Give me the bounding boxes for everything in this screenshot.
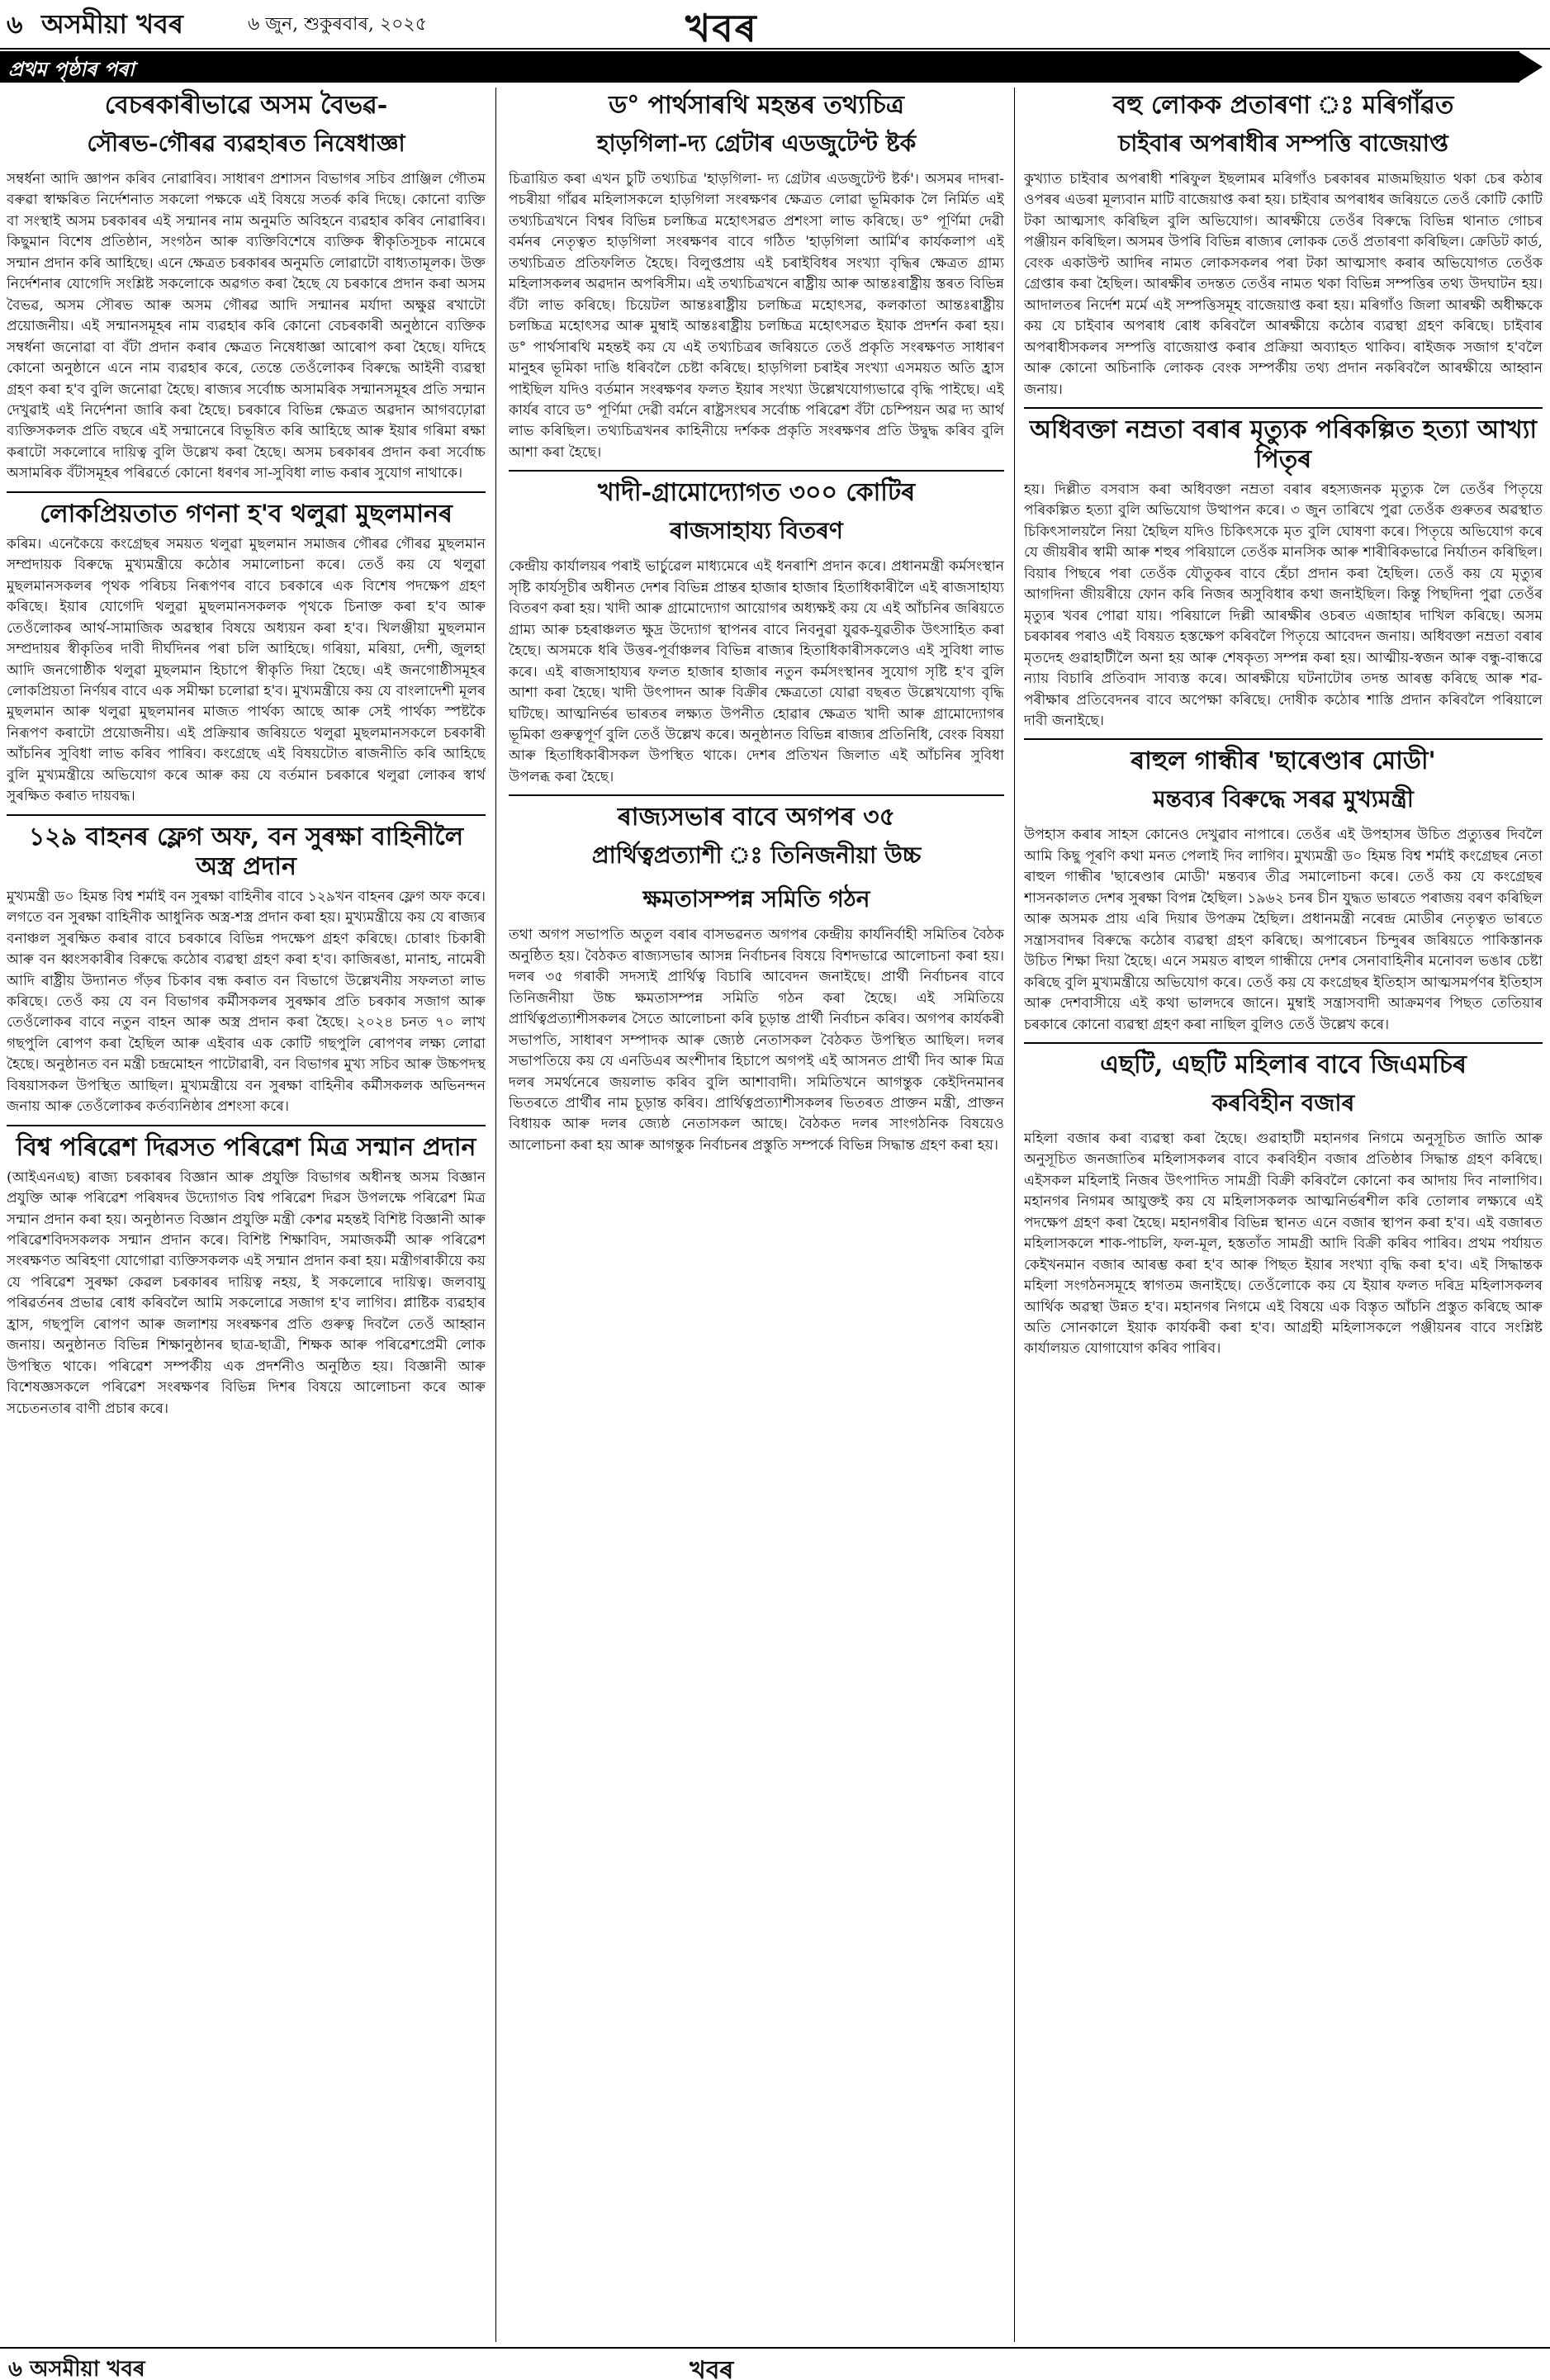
- footer-brand: ৬ অসমীয়া খবৰ: [8, 2357, 145, 2380]
- article-headline-2[interactable]: মন্তব্যৰ বিৰুদ্ধে সৰৱ মুখ্যমন্ত্ৰী: [1153, 785, 1414, 813]
- article-body: হয়। দিল্লীত বসবাস কৰা অধিবক্তা নম্ৰতা বৰাৰ ৰহস্যজনক মৃত্যুক লৈ তেওঁৰ পিতৃয়ে পৰিকল্পিত হত্যা বুলি অভিযোগ উত্থাপন কৰে। ৩ জুন তাৰিখে পুৱা তেওঁক গুৰুতৰ অৱস্থাত চিকিৎসালয়লৈ নিয়া হৈছিল যদিও চিকিৎসকে মৃত বুলি ঘোষণা কৰে। পিতৃয়ে অভিযোগ কৰে যে জীয়ৰীৰ স্বামী আৰু শহুৰ পৰিয়ালে তেওঁক মানসিক আৰু শাৰীৰিকভাৱে নিৰ্যাতন কৰিছিল। বিয়াৰ পিছৰে পৰা তেওঁক যৌতুকৰ বাবে হেঁচা প্ৰদান কৰা হৈছিল। তেওঁ কয় যে মৃত্যুৰ আগদিনা জীয়ৰীয়ে ফোন কৰি নিজৰ অসুবিধাৰ কথা জনাইছিল। কিন্তু পিছদিনা পুৱা তেওঁৰ মৃত্যুৰ খবৰ পোৱা যায়। পৰিয়ালে দিল্লী আৰক্ষীৰ ওচৰত এজাহাৰ দাখিল কৰিছে। অসম চৰকাৰৰ পৰাও এই বিষয়ত হস্তক্ষেপ কৰিবলৈ পিতৃয়ে আবেদন জনায়। অধিবক্তা নম্ৰতা বৰাৰ মৃতদেহ গুৱাহাটীলৈ অনা হয় আৰু শেষকৃত্য সম্পন্ন কৰা হয়। আত্মীয়-স্বজন আৰু বন্ধু-বান্ধৱে ন্যায় বিচাৰি প্ৰতিবাদ সাব্যস্ত কৰে। আৰক্ষীয়ে ঘটনাটোৰ তদন্ত আৰম্ভ কৰিছে আৰু শৱ-পৰীক্ষাৰ প্ৰতিবেদনৰ বাবে অপেক্ষা কৰিছে। দোষীক কঠোৰ শাস্তি প্ৰদান কৰিবলৈ পৰিয়ালে দাবী জনাইছে।: [1024, 481, 1543, 729]
- article-headline[interactable]: অধিবক্তা নম্ৰতা বৰাৰ মৃত্যুক পৰিকল্পিত হত্যা আখ্যা পিতৃৰ: [1029, 415, 1538, 474]
- issue-date: ৬ জুন, শুকুৰবাৰ, ২০২৫: [248, 14, 428, 35]
- column-divider: [495, 88, 496, 2342]
- article-body: (আইএনএছ) ৰাজ্য চৰকাৰৰ বিজ্ঞান আৰু প্ৰযুক্তি বিভাগৰ অধীনস্থ অসম বিজ্ঞান প্ৰযুক্তি আৰু পৰিৱেশ পৰিষদৰ উদ্যোগত বিশ্ব পৰিৱেশ দিৱস উপলক্ষে পৰিৱেশ মিত্ৰ সন্মান প্ৰদান কৰা হয়। অনুষ্ঠানত বিজ্ঞান প্ৰযুক্তি মন্ত্ৰী কেশৱ মহন্তই বিশিষ্ট বিজ্ঞানী আৰু পৰিৱেশবিদসকলক সন্মান প্ৰদান কৰে। বিশিষ্ট শিক্ষাবিদ, সমাজকৰ্মী আৰু পৰিৱেশ সংৰক্ষণত অৰিহণা যোগোৱা ব্যক্তিসকলক এই সন্মান প্ৰদান কৰা হয়। মন্ত্ৰীগৰাকীয়ে কয় যে পৰিৱেশ সুৰক্ষা কেৱল চৰকাৰৰ দায়িত্ব নহয়, ই সকলোৰে দায়িত্ব। জলবায়ু পৰিৱৰ্তনৰ প্ৰভাৱ ৰোধ কৰিবলৈ আমি সকলোৱে সজাগ হ'ব লাগিব। প্লাষ্টিক ব্যৱহাৰ হ্ৰাস, গছপুলি ৰোপণ আৰু জলাশয় সংৰক্ষণৰ প্ৰতি গুৰুত্ব দিবলৈ তেওঁ আহ্বান জনায়। অনুষ্ঠানত বিভিন্ন শিক্ষানুষ্ঠানৰ ছাত্ৰ-ছাত্ৰী, শিক্ষক আৰু পৰিৱেশপ্ৰেমী লোক উপস্থিত থাকে। পৰিৱেশ সম্পৰ্কীয় এক প্ৰদৰ্শনীও অনুষ্ঠিত হয়। বিজ্ঞানী আৰু বিশেষজ্ঞসকলে পৰিৱেশ সংৰক্ষণৰ বিভিন্ন দিশৰ বিষয়ে আলোচনা কৰে আৰু সচেতনতাৰ বাণী প্ৰচাৰ কৰে।: [7, 1169, 486, 1417]
- divider: [1024, 1042, 1543, 1044]
- section-bar-label: প্ৰথম পৃষ্ঠাৰ পৰা: [8, 57, 135, 81]
- article-headline[interactable]: খাদী-গ্ৰামোদ্যোগত ৩০০ কোটিৰ: [597, 478, 916, 508]
- article-headline[interactable]: ১২৯ বাহনৰ ফ্লেগ অফ, বন সুৰক্ষা বাহিনীলৈ অস্ত্ৰ প্ৰদান: [28, 822, 464, 881]
- divider: [509, 794, 1004, 796]
- article-headline[interactable]: ৰাহুল গান্ধীৰ 'ছাৰেণ্ডাৰ মোডী': [1131, 747, 1436, 776]
- article-headline-2[interactable]: সৌৰভ-গৌৰৱ ব্যৱহাৰত নিষেধাজ্ঞা: [87, 130, 405, 157]
- article-headline[interactable]: বেচৰকাৰীভাৱে অসম বৈভৱ-: [104, 91, 388, 120]
- divider: [7, 814, 486, 816]
- section-bar-fill: [0, 51, 1519, 83]
- column-left: [7, 88, 486, 2342]
- column-divider: [1014, 88, 1015, 2342]
- article-headline-2[interactable]: হাড়গিলা-দ্য গ্ৰেটাৰ এডজুটেণ্ট ষ্টৰ্ক: [596, 130, 917, 157]
- article-body: উপহাস কৰাৰ সাহস কোনেও দেখুৱাব নাপাৰে। তেওঁৰ এই উপহাসৰ উচিত প্ৰত্যুত্তৰ দিবলৈ আমি কিছু পূৰণি কথা মনত পেলাই দিব লাগিব। মুখ্যমন্ত্ৰী ড০ হিমন্ত বিশ্ব শৰ্মাই কংগ্ৰেছৰ নেতা ৰাহুল গান্ধীৰ 'ছাৰেণ্ডাৰ মোডী' মন্তব্যৰ তীব্ৰ সমালোচনা কৰে। তেওঁ কয় যে কংগ্ৰেছৰ শাসনকালত দেশৰ সুৰক্ষা বিপন্ন হৈছিল। ১৯৬২ চনৰ চীন যুদ্ধত ভাৰতে পৰাজয় বৰণ কৰিছিল আৰু অসমক প্ৰায় এৰি দিয়াৰ উপক্ৰম হৈছিল। প্ৰধানমন্ত্ৰী নৰেন্দ্ৰ মোডীৰ নেতৃত্বত ভাৰতে সন্ত্ৰাসবাদৰ বিৰুদ্ধে কঠোৰ ব্যৱস্থা গ্ৰহণ কৰিছে। অপাৰেচন চিন্দুৰৰ জৰিয়তে পাকিস্তানক উচিত শিক্ষা দিয়া হৈছে। এনে সময়ত ৰাহুল গান্ধীয়ে দেশৰ সেনাবাহিনীৰ মনোবল ভঙাৰ চেষ্টা কৰিছে বুলি মুখ্যমন্ত্ৰীয়ে অভিযোগ কৰে। তেওঁ কয় যে কংগ্ৰেছৰ ইতিহাস আত্মসমৰ্পণৰ ইতিহাস আৰু দেশবাসীয়ে এই কথা ভালদৰে জানে। মুম্বাই সন্ত্ৰাসবাদী আক্ৰমণৰ পিছত তেতিয়াৰ চৰকাৰে কোনো ব্যৱস্থা গ্ৰহণ কৰা নাছিল বুলিও তেওঁ উল্লেখ কৰে।: [1024, 827, 1543, 1033]
- article-headline-2[interactable]: কৰবিহীন বজাৰ: [1211, 1088, 1355, 1117]
- article-headline[interactable]: ড° পাৰ্থসাৰথি মহন্তৰ তথ্যচিত্ৰ: [609, 91, 904, 120]
- article-headline[interactable]: ৰাজ্যসভাৰ বাবে অগপৰ ৩৫: [617, 803, 896, 832]
- article-headline-2[interactable]: প্ৰাৰ্থিত্বপ্ৰত্যাশী ঃ তিনিজনীয়া উচ্চ: [591, 842, 922, 870]
- column-right: [1024, 88, 1543, 2342]
- article-headline-3[interactable]: ক্ষমতাসম্পন্ন সমিতি গঠন: [642, 885, 870, 913]
- divider: [1024, 407, 1543, 409]
- divider: [509, 470, 1004, 472]
- article-body: তথা অগপ সভাপতি অতুল বৰাৰ বাসভৱনত অগপৰ কেন্দ্ৰীয় কাৰ্যনিৰ্বাহী সমিতিৰ বৈঠক অনুষ্ঠিত হয়। বৈঠকত ৰাজ্যসভাৰ আসন্ন নিৰ্বাচনৰ বিষয়ে বিশদভাৱে আলোচনা কৰা হয়। দলৰ ৩৫ গৰাকী সদস্যই প্ৰাৰ্থিত্ব বিচাৰি আবেদন জনাইছে। প্ৰাৰ্থী নিৰ্বাচনৰ বাবে তিনিজনীয়া উচ্চ ক্ষমতাসম্পন্ন সমিতি গঠন কৰা হৈছে। এই সমিতিয়ে প্ৰাৰ্থিত্বপ্ৰত্যাশীসকলৰ সৈতে আলোচনা কৰি চূড়ান্ত প্ৰাৰ্থী নিৰ্বাচন কৰিব। অগপৰ কাৰ্যকৰী সভাপতি, সাধাৰণ সম্পাদক আৰু জ্যেষ্ঠ নেতাসকল বৈঠকত উপস্থিত আছিল। দলৰ সভাপতিয়ে কয় যে এনডিএৰ অংশীদাৰ হিচাপে অগপই এই আসনত প্ৰাৰ্থী দিব আৰু মিত্ৰ দলৰ সমৰ্থনেৰে জয়লাভ কৰিব বুলি আশাবাদী। সমিতিখনে আগন্তুক কেইদিনমানৰ ভিতৰতে প্ৰাৰ্থীৰ নাম চূড়ান্ত কৰিব। প্ৰাৰ্থিত্বপ্ৰত্যাশীসকলৰ ভিতৰত প্ৰাক্তন মন্ত্ৰী, প্ৰাক্তন বিধায়ক আৰু দলৰ জ্যেষ্ঠ নেতাসকল আছে। বৈঠকত দলৰ সাংগঠনিক বিষয়েও আলোচনা কৰা হয় আৰু আগন্তুক নিৰ্বাচনৰ প্ৰস্তুতি সম্পৰ্কে বিভিন্ন সিদ্ধান্ত গ্ৰহণ কৰা হয়।: [509, 927, 1004, 1154]
- section-bar: [0, 51, 1550, 83]
- masthead: [0, 0, 1550, 50]
- page-footer: [0, 2347, 1550, 2380]
- article-body: সম্বৰ্ধনা আদি জ্ঞাপন কৰিব নোৱাৰিব। সাধাৰণ প্ৰশাসন বিভাগৰ সচিব প্ৰাঞ্জিল গৌতম বৰুৱা স্বাক্ষৰিত নিৰ্দেশনাত সকলো পক্ষকে এই বিষয়ে সতৰ্ক কৰি দিছে। কোনো ব্যক্তি বা সংস্থাই অসম চৰকাৰৰ এই সন্মানৰ নাম অনুমতি অবিহনে ব্যৱহাৰ কৰিব নোৱাৰিব। কিছুমান বিশেষ প্ৰতিষ্ঠান, সংগঠন আৰু ব্যক্তিবিশেষে ব্যক্তিক স্বীকৃতিসূচক নামেৰে সন্মান প্ৰদান কৰি আহিছে। এনে ক্ষেত্ৰত চৰকাৰৰ অনুমতি লোৱাটো বাধ্যতামূলক। উক্ত নিৰ্দেশনাৰ যোগেদি সংশ্লিষ্ট সকলোকে অৱগত কৰা হৈছে যে চৰকাৰে প্ৰদান কৰা অসম বৈভৱ, অসম সৌৰভ আৰু অসম গৌৰৱ আদি সন্মানৰ মৰ্যাদা অক্ষুণ্ণ ৰখাটো প্ৰয়োজনীয়। এই সন্মানসমূহৰ নাম ব্যৱহাৰ কৰি কোনো বেচৰকাৰী অনুষ্ঠানে ব্যক্তিক সম্বৰ্ধনা জনোৱা বা বঁটা প্ৰদান কৰাৰ ক্ষেত্ৰত নিষেধাজ্ঞা আৰোপ কৰা হৈছে। যদিহে কোনো অনুষ্ঠানে এনে নাম ব্যৱহাৰ কৰে, তেন্তে তেওঁলোকৰ বিৰুদ্ধে আইনী ব্যৱস্থা গ্ৰহণ কৰা হ'ব বুলি জনোৱা হৈছে। ৰাজ্যৰ সৰ্বোচ্চ অসামৰিক সন্মানসমূহৰ প্ৰতি সন্মান দেখুৱাই এই নিৰ্দেশনা জাৰি কৰা হৈছে। চৰকাৰে বিভিন্ন ক্ষেত্ৰত অৱদান আগবঢ়োৱা ব্যক্তিসকলক প্ৰতি বছৰে এই সন্মানেৰে বিভূষিত কৰি আহিছে আৰু ইয়াৰ গৰিমা ৰক্ষা কৰাটো সকলোৰে দায়িত্ব বুলি উল্লেখ কৰা হৈছে। অসম চৰকাৰৰ প্ৰদান কৰা সৰ্বোচ্চ অসামৰিক বঁটাসমূহৰ পৰিৱৰ্তে কোনো ধৰণৰ সা-সুবিধা লাভ কৰাৰ সুযোগ নাথাকে।: [7, 171, 486, 482]
- article-headline[interactable]: বিশ্ব পৰিৱেশ দিৱসত পৰিৱেশ মিত্ৰ সন্মান প্ৰদান: [16, 1132, 476, 1162]
- page-number: ৬: [7, 11, 23, 40]
- article-body: কুখ্যাত চাইবাৰ অপৰাধী শৰিফুল ইছলামৰ মৰিগাঁও চৰকাৰৰ মাজমছিয়াত থকা চেৰ কঠাৰ ওপৰৰ এডৰা মূল্যবান মাটি বাজেয়াপ্ত কৰা হয়। চাইবাৰ অপৰাধৰ জৰিয়তে তেওঁ কোটি কোটি টকা আত্মসাৎ কৰিছিল বুলি অভিযোগ। আৰক্ষীয়ে তেওঁৰ বিৰুদ্ধে বিভিন্ন থানাত গোচৰ পঞ্জীয়ন কৰিছিল। অসমৰ উপৰি বিভিন্ন ৰাজ্যৰ লোকক তেওঁ প্ৰতাৰণা কৰিছিল। ক্ৰেডিট কাৰ্ড, বেংক একাউণ্ট আদিৰ নামত লোকসকলৰ পৰা টকা আত্মসাৎ কৰাৰ অভিযোগত তেওঁক গ্ৰেপ্তাৰ কৰা হৈছিল। আৰক্ষীৰ তদন্তত তেওঁৰ নামত থকা বিভিন্ন সম্পত্তিৰ তথ্য উদঘাটন হয়। আদালতৰ নিৰ্দেশ মৰ্মে এই সম্পত্তিসমূহ বাজেয়াপ্ত কৰা হয়। মৰিগাঁও জিলা আৰক্ষী অধীক্ষকে কয় যে চাইবাৰ অপৰাধ ৰোধ কৰিবলৈ আৰক্ষীয়ে কঠোৰ ব্যৱস্থা গ্ৰহণ কৰিছে। চাইবাৰ অপৰাধীসকলৰ সম্পত্তি বাজেয়াপ্ত কৰাৰ প্ৰক্ৰিয়া অব্যাহত থাকিব। ৰাইজক সজাগ হ'বলৈ আৰু কোনো অচিনাকি লোকক বেংক সম্পৰ্কীয় তথ্য প্ৰদান নকৰিবলৈ আৰক্ষীয়ে আহ্বান জনায়।: [1024, 171, 1543, 398]
- footer-center: খবৰ: [690, 2356, 734, 2380]
- divider: [7, 491, 486, 493]
- divider: [7, 1125, 486, 1126]
- article-body: চিত্ৰায়িত কৰা এখন চুটি তথ্যচিত্ৰ 'হাড়গিলা- দ্য গ্ৰেটাৰ এডজুটেণ্ট ষ্টৰ্ক'। অসমৰ দাদৰা-পচৰীয়া গাঁৱৰ মহিলাসকলে হাড়গিলা সংৰক্ষণৰ ক্ষেত্ৰত লোৱা ভূমিকাক লৈ নিৰ্মিত এই তথ্যচিত্ৰখনে বিশ্বৰ বিভিন্ন চলচ্চিত্ৰ মহোৎসৱত প্ৰশংসা লাভ কৰিছে। ড° পূৰ্ণিমা দেৱী বৰ্মনৰ নেতৃত্বত হাড়গিলা সংৰক্ষণৰ বাবে গঠিত 'হাড়গিলা আৰ্মি'ৰ কাৰ্যকলাপ এই তথ্যচিত্ৰত প্ৰতিফলিত হৈছে। বিলুপ্তপ্ৰায় এই চৰাইবিধৰ সংখ্যা বৃদ্ধিৰ ক্ষেত্ৰত গ্ৰাম্য মহিলাসকলৰ অৱদান অপৰিসীম। এই তথ্যচিত্ৰখনে ৰাষ্ট্ৰীয় আৰু আন্তঃৰাষ্ট্ৰীয় স্তৰত বিভিন্ন বঁটা লাভ কৰিছে। চিয়েটল আন্তঃৰাষ্ট্ৰীয় চলচ্চিত্ৰ মহোৎসৱ, কলকাতা আন্তঃৰাষ্ট্ৰীয় চলচ্চিত্ৰ মহোৎসৱ আৰু মুম্বাই আন্তঃৰাষ্ট্ৰীয় চলচ্চিত্ৰ মহোৎসৱত ইয়াক প্ৰদৰ্শন কৰা হয়। ড° পাৰ্থসাৰথি মহন্তই কয় যে এই তথ্যচিত্ৰৰ জৰিয়তে তেওঁ প্ৰকৃতি সংৰক্ষণত সাধাৰণ মানুহৰ ভূমিকা দাঙি ধৰিবলৈ চেষ্টা কৰিছে। হাড়গিলা চৰাইৰ সংখ্যা এসময়ত অতি হ্ৰাস পাইছিল যদিও বৰ্তমান সংৰক্ষণৰ ফলত ইয়াৰ সংখ্যা উল্লেখযোগ্যভাৱে বৃদ্ধি পাইছে। এই কাৰ্যৰ বাবে ড° পূৰ্ণিমা দেৱী বৰ্মনে ৰাষ্ট্ৰসংঘৰ সৰ্বোচ্চ পৰিৱেশ বঁটা চেম্পিয়ন অৱ দ্য আৰ্থ লাভ কৰিছিল। তথ্যচিত্ৰখনৰ কাহিনীয়ে দৰ্শকক প্ৰকৃতি সংৰক্ষণৰ প্ৰতি উদ্বুদ্ধ কৰিব বুলি আশা কৰা হৈছে।: [509, 171, 1004, 461]
- column-middle: [509, 88, 1004, 2342]
- article-headline-2[interactable]: চাইবাৰ অপৰাধীৰ সম্পত্তি বাজেয়াপ্ত: [1118, 130, 1448, 157]
- divider: [1024, 738, 1543, 740]
- article-body: কৰিম। এনেকৈয়ে কংগ্ৰেছৰ সময়ত থলুৱা মুছলমান সমাজৰ গৌৰৱ গৌৰৱ মুছলমান সম্প্ৰদায়ক বিৰুদ্ধে মুখ্যমন্ত্ৰীয়ে কঠোৰ সমালোচনা কৰে। তেওঁ কয় যে থলুৱা মুছলমানসকলৰ পৃথক পৰিচয় নিৰূপণৰ বাবে চৰকাৰে এক বিশেষ পদক্ষেপ গ্ৰহণ কৰিছে। ইয়াৰ যোগেদি থলুৱা মুছলমানসকলক পৃথকে চিনাক্ত কৰা হ'ব আৰু তেওঁলোকৰ আৰ্থ-সামাজিক অৱস্থাৰ বিষয়ে অধ্যয়ন কৰা হ'ব। খিলঞ্জীয়া মুছলমান সম্প্ৰদায়ৰ স্বীকৃতিৰ দাবী দীৰ্ঘদিনৰ পৰা চলি আহিছে। গৰিয়া, মৰিয়া, দেশী, জুলহা আদি জনগোষ্ঠীক থলুৱা মুছলমান হিচাপে স্বীকৃতি দিয়া হৈছে। এই জনগোষ্ঠীসমূহৰ লোকপ্ৰিয়তা নিৰ্ণয়ৰ বাবে এক সমীক্ষা চলোৱা হ'ব। মুখ্যমন্ত্ৰীয়ে কয় যে বাংলাদেশী মূলৰ মুছলমান আৰু থলুৱা মুছলমানৰ মাজত পাৰ্থক্য আছে আৰু সেই পাৰ্থক্য স্পষ্টকৈ নিৰূপণ কৰাটো প্ৰয়োজনীয়। এই প্ৰক্ৰিয়াৰ জৰিয়তে থলুৱা মুছলমানসকলে চৰকাৰী আঁচনিৰ সুবিধা লাভ কৰিব পাৰিব। কংগ্ৰেছে এই বিষয়টোত ৰাজনীতি কৰি আহিছে বুলি মুখ্যমন্ত্ৰীয়ে অভিযোগ কৰে আৰু কয় যে বৰ্তমান চৰকাৰে থলুৱা লোকৰ স্বাৰ্থ সুৰক্ষিত কৰাত দায়বদ্ধ।: [7, 535, 486, 805]
- article-headline[interactable]: এছটি, এছটি মহিলাৰ বাবে জিএমচিৰ: [1100, 1050, 1467, 1079]
- section-title: খবৰ: [685, 6, 758, 50]
- article-body: কেন্দ্ৰীয় কাৰ্যালয়ৰ পৰাই ভাৰ্চুৱেল মাধ্যমেৰে এই ধনৰাশি প্ৰদান কৰে। প্ৰধানমন্ত্ৰী কৰ্মসংস্থান সৃষ্টি কাৰ্যসূচীৰ অধীনত দেশৰ বিভিন্ন প্ৰান্তৰ হাজাৰ হাজাৰ হিতাধিকাৰীলৈ এই ৰাজসাহায্য বিতৰণ কৰা হয়। খাদী আৰু গ্ৰামোদ্যোগ আয়োগৰ অধ্যক্ষই কয় যে এই আঁচনিৰ জৰিয়তে গ্ৰাম্য আৰু চহৰাঞ্চলত ক্ষুদ্ৰ উদ্যোগ স্থাপনৰ বাবে নিবনুৱা যুৱক-যুৱতীক উৎসাহিত কৰা হৈছে। অসমকে ধৰি উত্তৰ-পূৰ্বাঞ্চলৰ বিভিন্ন ৰাজ্যৰ হিতাধিকাৰীসকলেও এই সুবিধা লাভ কৰে। এই ৰাজসাহায্যৰ ফলত হাজাৰ হাজাৰ নতুন কৰ্মসংস্থানৰ সুযোগ সৃষ্টি হ'ব বুলি আশা কৰা হৈছে। খাদী উৎপাদন আৰু বিক্ৰীৰ ক্ষেত্ৰতো যোৱা বছৰত উল্লেখযোগ্য বৃদ্ধি ঘটিছে। আত্মনিৰ্ভৰ ভাৰতৰ লক্ষ্যত উপনীত হোৱাৰ ক্ষেত্ৰত খাদী আৰু গ্ৰামোদ্যোগৰ ভূমিকা গুৰুত্বপূৰ্ণ বুলি তেওঁ উল্লেখ কৰে। অনুষ্ঠানত বিভিন্ন ৰাজ্যৰ প্ৰতিনিধি, বেংক বিষয়া আৰু হিতাধিকাৰীসকল উপস্থিত থাকে। দেশৰ প্ৰতিখন জিলাত এই আঁচনিৰ সুবিধা উপলব্ধ কৰা হৈছে।: [509, 558, 1004, 785]
- article-headline-2[interactable]: ৰাজসাহায্য বিতৰণ: [670, 517, 843, 545]
- arrow-right-icon: [1518, 51, 1543, 83]
- article-headline[interactable]: লোকপ্ৰিয়তাত গণনা হ'ব থলুৱা মুছলমানৰ: [40, 499, 453, 529]
- article-body: মহিলা বজাৰ কৰা ব্যৱস্থা কৰা হৈছে। গুৱাহাটী মহানগৰ নিগমে অনুসূচিত জাতি আৰু অনুসূচিত জনজাতিৰ মহিলাসকলৰ বাবে কৰবিহীন বজাৰ প্ৰতিষ্ঠাৰ সিদ্ধান্ত গ্ৰহণ কৰিছে। এইসকল মহিলাই নিজৰ উৎপাদিত সামগ্ৰী বিক্ৰী কৰিবলৈ কোনো কৰ আদায় দিব নালাগিব। মহানগৰ নিগমৰ আয়ুক্তই কয় যে মহিলাসকলক আত্মনিৰ্ভৰশীল কৰি তোলাৰ লক্ষ্যৰে এই পদক্ষেপ গ্ৰহণ কৰা হৈছে। মহানগৰীৰ বিভিন্ন স্থানত এনে বজাৰ স্থাপন কৰা হ'ব। এই বজাৰত মহিলাসকলে শাক-পাচলি, ফল-মূল, হস্ততাঁত সামগ্ৰী আদি বিক্ৰী কৰিব পাৰিব। প্ৰথম পৰ্যায়ত কেইখনমান বজাৰ আৰম্ভ কৰা হ'ব আৰু পিছত ইয়াৰ সংখ্যা বৃদ্ধি কৰা হ'ব। এই সিদ্ধান্তক মহিলা সংগঠনসমূহে স্বাগতম জনাইছে। তেওঁলোকে কয় যে ইয়াৰ ফলত দৰিদ্ৰ মহিলাসকলৰ আৰ্থিক অৱস্থা উন্নত হ'ব। মহানগৰ নিগমে এই বিষয়ে এক বিস্তৃত আঁচনি প্ৰস্তুত কৰিছে আৰু অতি সোনকালে ইয়াক কাৰ্যকৰী কৰা হ'ব। আগ্ৰহী মহিলাসকলে পঞ্জীয়নৰ বাবে সংশ্লিষ্ট কাৰ্যালয়ত যোগাযোগ কৰিব পাৰিব।: [1024, 1130, 1543, 1358]
- article-body: মুখ্যমন্ত্ৰী ড০ হিমন্ত বিশ্ব শৰ্মাই বন সুৰক্ষা বাহিনীৰ বাবে ১২৯খন বাহনৰ ফ্লেগ অফ কৰে। লগতে বন সুৰক্ষা বাহিনীক আধুনিক অস্ত্ৰ-শস্ত্ৰ প্ৰদান কৰা হয়। মুখ্যমন্ত্ৰীয়ে কয় যে ৰাজ্যৰ বনাঞ্চল সুৰক্ষিত কৰাৰ বাবে চৰকাৰে বিভিন্ন পদক্ষেপ গ্ৰহণ কৰিছে। চোৰাং চিকাৰী আৰু বন ধ্বংসকাৰীৰ বিৰুদ্ধে কঠোৰ ব্যৱস্থা গ্ৰহণ কৰা হ'ব। কাজিৰঙা, মানাহ, নামেৰী আদি ৰাষ্ট্ৰীয় উদ্যানত গঁড়ৰ চিকাৰ বন্ধ কৰাত বন বিভাগে উল্লেখনীয় সফলতা লাভ কৰিছে। তেওঁ কয় যে বন বিভাগৰ কৰ্মীসকলৰ সুৰক্ষাৰ প্ৰতি চৰকাৰ সজাগ আৰু তেওঁলোকৰ বাবে নতুন বাহন আৰু অস্ত্ৰ প্ৰদান কৰা হৈছে। ২০২৪ চনত ৭০ লাখ গছপুলি ৰোপণ কৰা হৈছিল আৰু এইবাৰ এক কোটি গছপুলি ৰোপণৰ লক্ষ্য লোৱা হৈছে। অনুষ্ঠানত বন মন্ত্ৰী চন্দ্ৰমোহন পাটোৱাৰী, বন বিভাগৰ মুখ্য সচিব আৰু উচ্চপদস্থ বিষয়াসকল উপস্থিত আছিল। মুখ্যমন্ত্ৰীয়ে বন সুৰক্ষা বাহিনীৰ কৰ্মীসকলক অভিনন্দন জনায় আৰু তেওঁলোকৰ কৰ্তব্যনিষ্ঠাৰ প্ৰশংসা কৰে।: [7, 888, 486, 1116]
- brand-logo: অসমীয়া খবৰ: [41, 8, 183, 40]
- article-headline[interactable]: বহু লোকক প্ৰতাৰণা ঃ মৰিগাঁৱত: [1112, 91, 1454, 120]
